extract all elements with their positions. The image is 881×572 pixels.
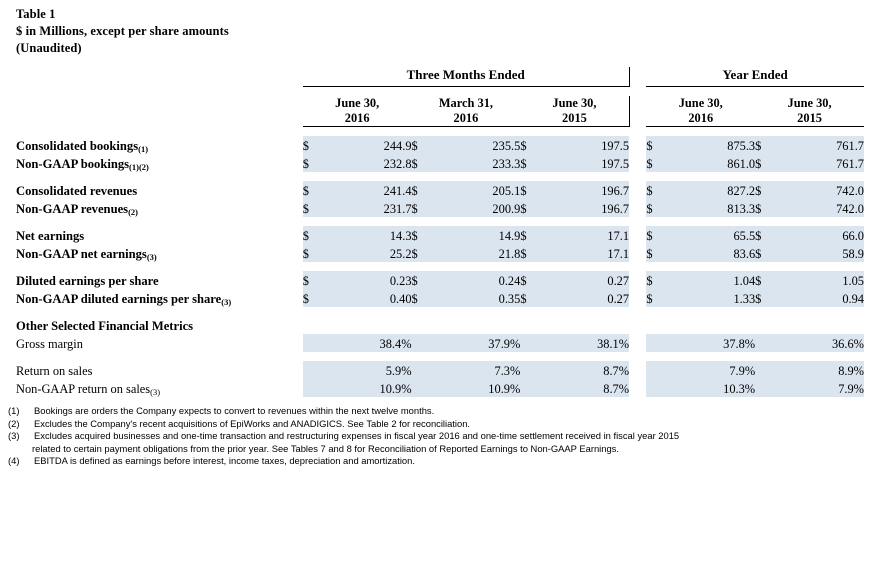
currency-symbol: $	[520, 271, 537, 289]
currency-symbol: $	[303, 289, 320, 307]
row-gap	[16, 172, 864, 181]
currency-symbol: $	[755, 154, 772, 172]
currency-symbol: $	[520, 181, 537, 199]
currency-symbol: $	[755, 181, 772, 199]
currency-symbol: $	[646, 289, 663, 307]
currency-symbol: $	[646, 271, 663, 289]
section-title-filler	[755, 316, 864, 334]
group-header-three-months: Three Months Ended	[303, 67, 629, 87]
footnote-item	[6, 418, 881, 431]
section-title-row	[16, 316, 864, 334]
row-divider	[629, 154, 646, 172]
metric-pad	[646, 334, 663, 352]
footnote-number: (1)	[8, 405, 20, 416]
currency-symbol: $	[755, 199, 772, 217]
row-value: 205.1	[429, 181, 520, 199]
currency-symbol: $	[303, 136, 320, 154]
row-value: 827.2	[664, 181, 755, 199]
currency-symbol: $	[646, 226, 663, 244]
footnote-text: Excludes acquired businesses and one-time transaction and restructuring expenses in fiscal year 2016 and one-time settlement received in fiscal year 2015	[34, 430, 680, 442]
row-divider	[629, 271, 646, 289]
currency-symbol: $	[412, 181, 429, 199]
row-value: 8.7%	[538, 361, 629, 379]
group-header-gap	[16, 87, 864, 96]
row-divider	[629, 226, 646, 244]
row-label: Non-GAAP bookings(1)(2)	[16, 157, 149, 172]
currency-symbol: $	[755, 244, 772, 262]
row-value: 1.04	[664, 271, 755, 289]
row-value: 38.4%	[320, 334, 411, 352]
metric-pad	[520, 334, 537, 352]
currency-symbol: $	[520, 289, 537, 307]
footnote-number: (3)	[8, 430, 20, 442]
table-row	[16, 244, 864, 262]
heading-line-3: (Unaudited)	[16, 41, 82, 55]
column-header-spacer	[16, 96, 303, 127]
currency-symbol: $	[520, 226, 537, 244]
row-value: 10.3%	[664, 379, 755, 397]
row-value: 0.35	[429, 289, 520, 307]
currency-symbol: $	[520, 154, 537, 172]
currency-symbol: $	[646, 181, 663, 199]
currency-symbol: $	[520, 199, 537, 217]
row-value: 0.23	[320, 271, 411, 289]
heading-line-2: $ in Millions, except per share amounts	[16, 24, 229, 38]
row-value: 10.9%	[320, 379, 411, 397]
row-label: Gross margin	[16, 337, 83, 351]
row-value: 10.9%	[429, 379, 520, 397]
row-label: Non-GAAP revenues(2)	[16, 202, 138, 217]
row-value: 0.27	[538, 271, 629, 289]
table-row	[16, 154, 864, 172]
metric-pad	[412, 361, 429, 379]
metric-pad	[303, 334, 320, 352]
row-value: 244.9	[320, 136, 411, 154]
table-row	[16, 199, 864, 217]
currency-symbol: $	[646, 136, 663, 154]
row-value: 196.7	[538, 199, 629, 217]
row-value: 761.7	[772, 154, 864, 172]
row-value: 5.9%	[320, 361, 411, 379]
metric-pad	[755, 379, 772, 397]
table-row	[16, 289, 864, 307]
row-label: Diluted earnings per share	[16, 274, 159, 288]
table-row	[16, 226, 864, 244]
column-header-divider	[629, 96, 646, 127]
currency-symbol: $	[303, 226, 320, 244]
footnote-number: (4)	[8, 455, 20, 467]
gap-cell	[16, 172, 864, 181]
metric-pad	[520, 361, 537, 379]
gap-cell	[16, 307, 864, 316]
footnote-item	[6, 430, 881, 443]
row-value: 0.94	[772, 289, 864, 307]
footnote-continuation: related to certain payment obligations from the prior year. See Tables 7 and 8 for Reconciliation of Reported Earnings to Non-GAAP Earnings.	[32, 442, 619, 454]
group-header-spacer	[16, 67, 303, 87]
currency-symbol: $	[646, 154, 663, 172]
group-header-year: Year Ended	[646, 67, 864, 87]
row-value: 197.5	[538, 154, 629, 172]
table-row	[16, 361, 864, 379]
row-value: 742.0	[772, 181, 864, 199]
row-label: Non-GAAP return on sales(3)	[16, 382, 161, 397]
row-value: 17.1	[538, 226, 629, 244]
row-value: 235.5	[429, 136, 520, 154]
row-value: 83.6	[664, 244, 755, 262]
table-row	[16, 181, 864, 199]
row-label: Non-GAAP net earnings(3)	[16, 247, 157, 262]
row-value: 14.9	[429, 226, 520, 244]
row-value: 7.9%	[664, 361, 755, 379]
row-value: 7.9%	[772, 379, 864, 397]
financial-table	[16, 67, 864, 397]
row-label: Non-GAAP diluted earnings per share(3)	[16, 292, 232, 307]
column-header-0: June 30, 2016	[303, 96, 412, 127]
metric-pad	[755, 334, 772, 352]
row-divider	[629, 316, 646, 334]
row-value: 0.24	[429, 271, 520, 289]
gap-cell	[16, 87, 864, 96]
row-divider	[629, 136, 646, 154]
row-value: 0.27	[538, 289, 629, 307]
group-header-divider	[629, 67, 646, 87]
currency-symbol: $	[755, 289, 772, 307]
currency-symbol: $	[412, 271, 429, 289]
currency-symbol: $	[412, 154, 429, 172]
row-value: 761.7	[772, 136, 864, 154]
gap-cell	[16, 352, 864, 361]
currency-symbol: $	[755, 271, 772, 289]
currency-symbol: $	[303, 244, 320, 262]
row-gap	[16, 352, 864, 361]
currency-symbol: $	[646, 244, 663, 262]
row-value: 65.5	[664, 226, 755, 244]
column-header-4: June 30, 2015	[755, 96, 864, 127]
row-label: Consolidated bookings(1)	[16, 139, 149, 154]
footnote-item	[6, 405, 881, 418]
currency-symbol: $	[412, 244, 429, 262]
gap-cell	[16, 217, 864, 226]
row-divider	[629, 244, 646, 262]
currency-symbol: $	[412, 136, 429, 154]
section-title-filler	[646, 316, 755, 334]
row-value: 25.2	[320, 244, 411, 262]
row-gap	[16, 217, 864, 226]
row-value: 14.3	[320, 226, 411, 244]
row-value: 875.3	[664, 136, 755, 154]
currency-symbol: $	[412, 289, 429, 307]
section-title: Other Selected Financial Metrics	[16, 319, 194, 333]
column-header-2: June 30, 2015	[520, 96, 629, 127]
currency-symbol: $	[303, 199, 320, 217]
currency-symbol: $	[303, 181, 320, 199]
row-value: 233.3	[429, 154, 520, 172]
currency-symbol: $	[303, 271, 320, 289]
header-body-gap	[16, 127, 864, 137]
footnotes	[6, 405, 881, 468]
row-value: 197.5	[538, 136, 629, 154]
metric-pad	[646, 361, 663, 379]
row-value: 38.1%	[538, 334, 629, 352]
metric-pad	[303, 361, 320, 379]
row-gap	[16, 307, 864, 316]
row-divider	[629, 361, 646, 379]
row-value: 8.9%	[772, 361, 864, 379]
table-heading	[16, 0, 881, 57]
group-header-row	[16, 67, 864, 87]
row-divider	[629, 199, 646, 217]
row-divider	[629, 181, 646, 199]
row-value: 58.9	[772, 244, 864, 262]
row-value: 232.8	[320, 154, 411, 172]
row-divider	[629, 379, 646, 397]
heading-line-1: Table 1	[16, 7, 56, 21]
gap-cell	[16, 262, 864, 271]
row-value: 200.9	[429, 199, 520, 217]
row-label: Return on sales	[16, 364, 93, 378]
row-value: 1.33	[664, 289, 755, 307]
row-value: 7.3%	[429, 361, 520, 379]
row-value: 37.8%	[664, 334, 755, 352]
currency-symbol: $	[520, 136, 537, 154]
currency-symbol: $	[646, 199, 663, 217]
row-value: 1.05	[772, 271, 864, 289]
section-title-filler	[303, 316, 412, 334]
footnote-number: (2)	[8, 417, 20, 429]
table-row	[16, 136, 864, 154]
metric-pad	[412, 379, 429, 397]
row-value: 66.0	[772, 226, 864, 244]
footnote-text: Excludes the Company's recent acquisitions of EpiWorks and ANADIGICS. See Table 2 for reconciliation.	[34, 417, 471, 429]
currency-symbol: $	[520, 244, 537, 262]
row-value: 861.0	[664, 154, 755, 172]
metric-pad	[520, 379, 537, 397]
currency-symbol: $	[303, 154, 320, 172]
currency-symbol: $	[755, 136, 772, 154]
column-header-3: June 30, 2016	[646, 96, 755, 127]
table-row	[16, 271, 864, 289]
row-gap	[16, 262, 864, 271]
section-title-filler	[520, 316, 629, 334]
column-header-1: March 31, 2016	[412, 96, 521, 127]
row-value: 813.3	[664, 199, 755, 217]
column-header-row	[16, 96, 864, 127]
row-value: 8.7%	[538, 379, 629, 397]
gap-cell	[16, 127, 864, 137]
row-value: 37.9%	[429, 334, 520, 352]
currency-symbol: $	[755, 226, 772, 244]
footnote-item	[6, 455, 881, 468]
row-divider	[629, 289, 646, 307]
metric-pad	[646, 379, 663, 397]
table-row	[16, 379, 864, 397]
row-divider	[629, 334, 646, 352]
currency-symbol: $	[412, 226, 429, 244]
row-value: 0.40	[320, 289, 411, 307]
section-title-filler	[412, 316, 521, 334]
row-value: 196.7	[538, 181, 629, 199]
footnote-text: EBITDA is defined as earnings before interest, income taxes, depreciation and amortization.	[34, 455, 415, 467]
row-value: 21.8	[429, 244, 520, 262]
footnote-text: Bookings are orders the Company expects to convert to revenues within the next twelve months.	[34, 405, 435, 416]
row-value: 231.7	[320, 199, 411, 217]
currency-symbol: $	[412, 199, 429, 217]
row-value: 241.4	[320, 181, 411, 199]
table-row	[16, 334, 864, 352]
metric-pad	[303, 379, 320, 397]
row-value: 742.0	[772, 199, 864, 217]
row-value: 36.6%	[772, 334, 864, 352]
row-label: Net earnings	[16, 229, 85, 243]
metric-pad	[412, 334, 429, 352]
row-value: 17.1	[538, 244, 629, 262]
metric-pad	[755, 361, 772, 379]
row-label: Consolidated revenues	[16, 184, 138, 198]
